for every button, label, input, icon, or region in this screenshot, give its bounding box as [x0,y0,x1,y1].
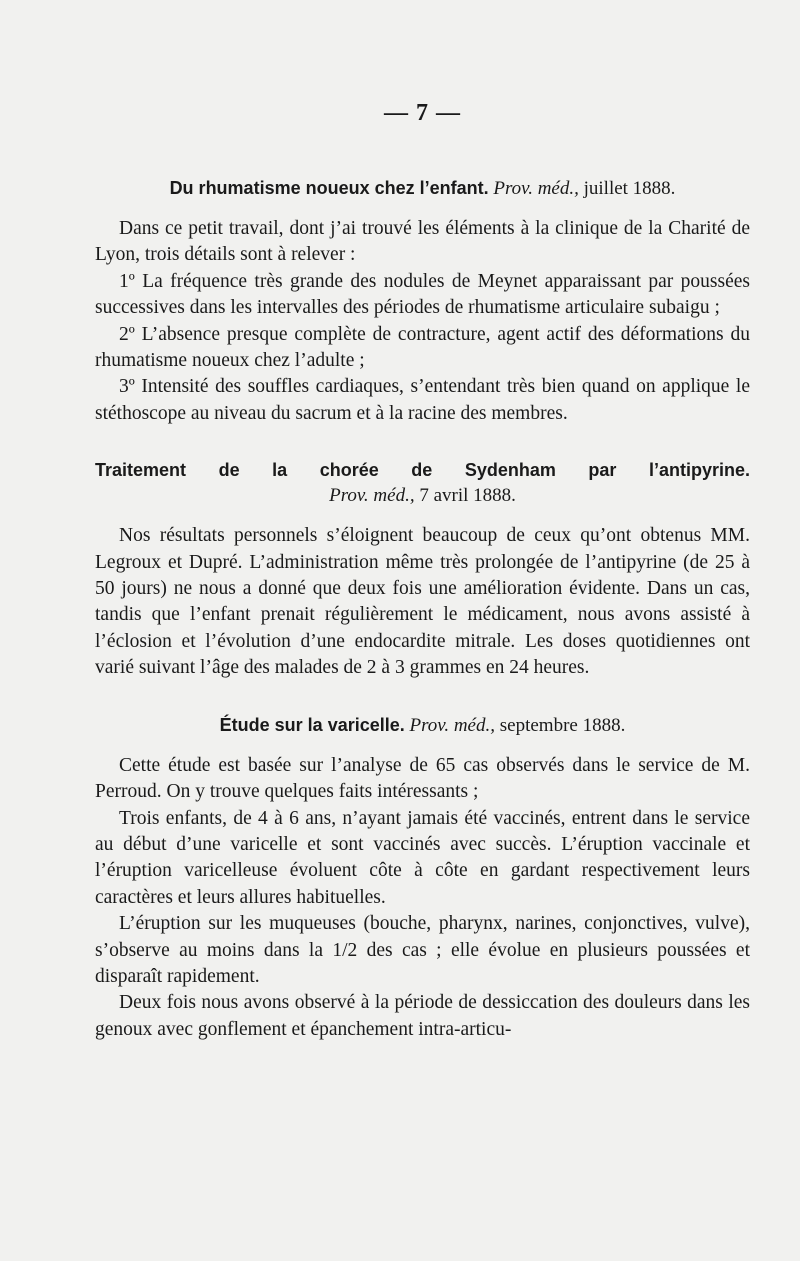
source-journal: Prov. méd., [409,714,495,736]
paragraph: 2º L’absence presque complète de contracture, agent actif des déformations du rhumatisme noueux chez l’adulte ; [95,323,750,372]
paragraph: 1º La fréquence très grande des nodules de Meynet apparaissant par poussées successives dans les intervalles des périodes de rhumatisme articulaire subaigu ; [95,270,750,319]
section-title: Étude sur la varicelle. [219,714,405,735]
source-journal: Prov. méd., [493,178,579,199]
paragraph: Dans ce petit travail, dont j’ai trouvé les éléments à la clinique de la Charité de Lyon, trois détails sont à relever : [95,218,750,266]
source-date: septembre 1888. [499,714,626,736]
section-heading [95,457,750,509]
section-title: Traitement de la chorée de Sydenham par l’antipyrine. [95,460,750,481]
paragraph: Deux fois nous avons observé à la période de dessiccation des douleurs dans les genoux avec gonflement et épanchement intra-articu- [95,992,750,1040]
paragraph: 3º Intensité des souffles cardiaques, s’entendant très bien quand on applique le stéthoscope au niveau du sacrum et à la racine des membres. [95,376,750,424]
source-date: 7 avril 1888. [419,485,516,507]
section-choree [95,457,750,681]
section-varicelle [95,712,750,1043]
paragraph: Nos résultats personnels s’éloignent beaucoup de ceux qu’ont obtenus MM. Legroux et Dupré. L’administration même très prolongée de l’antipyrine (de 25 à 50 jours) ne nous a donné que deux fois une amélioration évidente. Dans un cas, tandis que l’enfant prenait régulièrement le médicament, nous avons assisté à l’éclosion et l’évolution d’une endocardite mitrale. Les doses quotidiennes ont varié suivant l’âge des malades de 2 à 3 grammes en 24 heures. [95,525,750,679]
source-date: juillet 1888. [583,178,676,199]
section-heading [95,712,750,739]
paragraph: L’éruption sur les muqueuses (bouche, pharynx, narines, conjonctives, vulve), s’observe au moins dans la 1/2 des cas ; elle évolue en plusieurs poussées et disparaît rapidement. [95,913,750,987]
section-rhumatisme [95,175,750,427]
paragraph: Trois enfants, de 4 à 6 ans, n’ayant jamais été vaccinés, entrent dans le service au début d’une varicelle et sont vaccinés avec succès. L’éruption vaccinale et l’éruption varicelleuse évoluent côte à côte en gardant respectivement leurs caractères et leurs allures habituelles. [95,807,750,908]
section-title: Du rhumatisme noueux chez l’enfant. [169,178,489,198]
paragraph: Cette étude est basée sur l’analyse de 65 cas observés dans le service de M. Perroud. On y trouve quelques faits intéressants ; [95,754,750,803]
section-heading [95,175,750,202]
page-number: — 7 — [384,100,461,126]
source-journal: Prov. méd., [329,485,415,507]
